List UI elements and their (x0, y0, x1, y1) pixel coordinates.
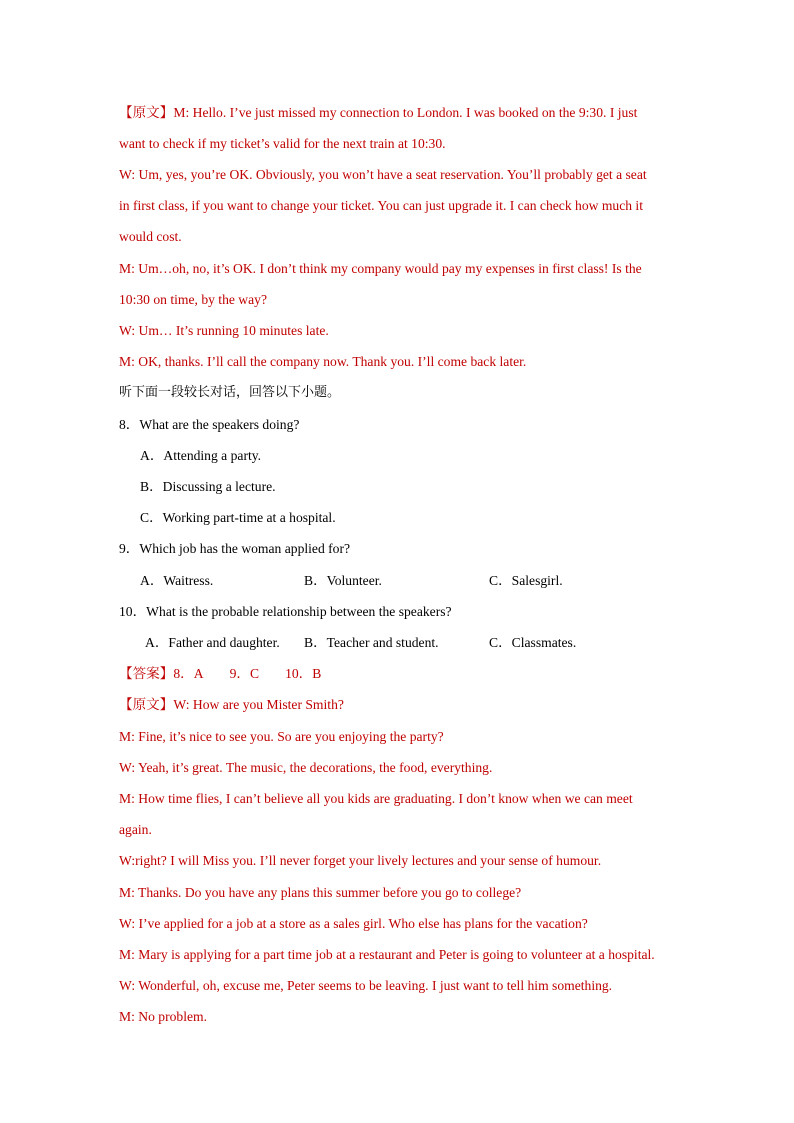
question-9-option-c: C．Salesgirl. (489, 573, 563, 588)
transcript-1-line-9: M: OK, thanks. I’ll call the company now. Thank you. I’ll come back later. (119, 354, 527, 369)
question-10-option-b: B．Teacher and student. (304, 635, 439, 650)
transcript-tag: 【原文】 (119, 697, 174, 712)
transcript-1-line-3: W: Um, yes, you’re OK. Obviously, you won’t have a seat reservation. You’ll probably get a seat (119, 167, 647, 182)
transcript-1-line-8: W: Um… It’s running 10 minutes late. (119, 323, 329, 338)
answer-tag: 【答案】 (119, 666, 174, 681)
transcript-1-line-4: in first class, if you want to change your ticket. You can just upgrade it. I can check how much it (119, 198, 643, 213)
transcript-2-line-10: W: Wonderful, oh, excuse me, Peter seems to be leaving. I just want to tell him something. (119, 978, 613, 993)
transcript-1-line-2: want to check if my ticket’s valid for the next train at 10:30. (119, 136, 446, 151)
transcript-2-line-3: W: Yeah, it’s great. The music, the decorations, the food, everything. (119, 760, 493, 775)
transcript-1-line-5: would cost. (119, 229, 182, 244)
transcript-2-line-9: M: Mary is applying for a part time job at a restaurant and Peter is going to volunteer at a hospital. (119, 947, 655, 962)
transcript-1-line-1: 【原文】M: Hello. I’ve just missed my connection to London. I was booked on the 9:30. I just (119, 105, 638, 120)
section-instruction: 听下面一段较长对话，回答以下小题。 (119, 385, 341, 400)
question-8-option-c: C．Working part-time at a hospital. (140, 510, 336, 525)
answer-line: 【答案】8．A 9．C 10．B (119, 666, 322, 681)
question-8-option-b: B．Discussing a lecture. (140, 479, 276, 494)
transcript-2-line-5: again. (119, 822, 152, 837)
question-10: 10．What is the probable relationship between the speakers? (119, 604, 452, 619)
transcript-2-line-11: M: No problem. (119, 1009, 207, 1024)
transcript-2-line-6: W:right? I will Miss you. I’ll never forget your lively lectures and your sense of humour. (119, 853, 602, 868)
question-9-option-b: B．Volunteer. (304, 573, 382, 588)
question-8-option-a: A．Attending a party. (140, 448, 262, 463)
transcript-2-line-2: M: Fine, it’s nice to see you. So are you enjoying the party? (119, 729, 444, 744)
transcript-2-line-1: 【原文】W: How are you Mister Smith? (119, 697, 344, 712)
transcript-2-line-7: M: Thanks. Do you have any plans this summer before you go to college? (119, 885, 522, 900)
transcript-1-line-7: 10:30 on time, by the way? (119, 292, 267, 307)
question-9-option-a: A．Waitress. (140, 573, 214, 588)
question-9: 9．Which job has the woman applied for? (119, 541, 351, 556)
transcript-tag: 【原文】 (119, 105, 174, 120)
transcript-2-line-8: W: I’ve applied for a job at a store as a sales girl. Who else has plans for the vacation? (119, 916, 588, 931)
transcript-2-line-4: M: How time flies, I can’t believe all you kids are graduating. I don’t know when we can meet (119, 791, 633, 806)
question-8: 8．What are the speakers doing? (119, 417, 300, 432)
question-10-option-c: C．Classmates. (489, 635, 577, 650)
transcript-1-line-6: M: Um…oh, no, it’s OK. I don’t think my company would pay my expenses in first class! Is the (119, 261, 642, 276)
question-10-option-a: A．Father and daughter. (145, 635, 280, 650)
